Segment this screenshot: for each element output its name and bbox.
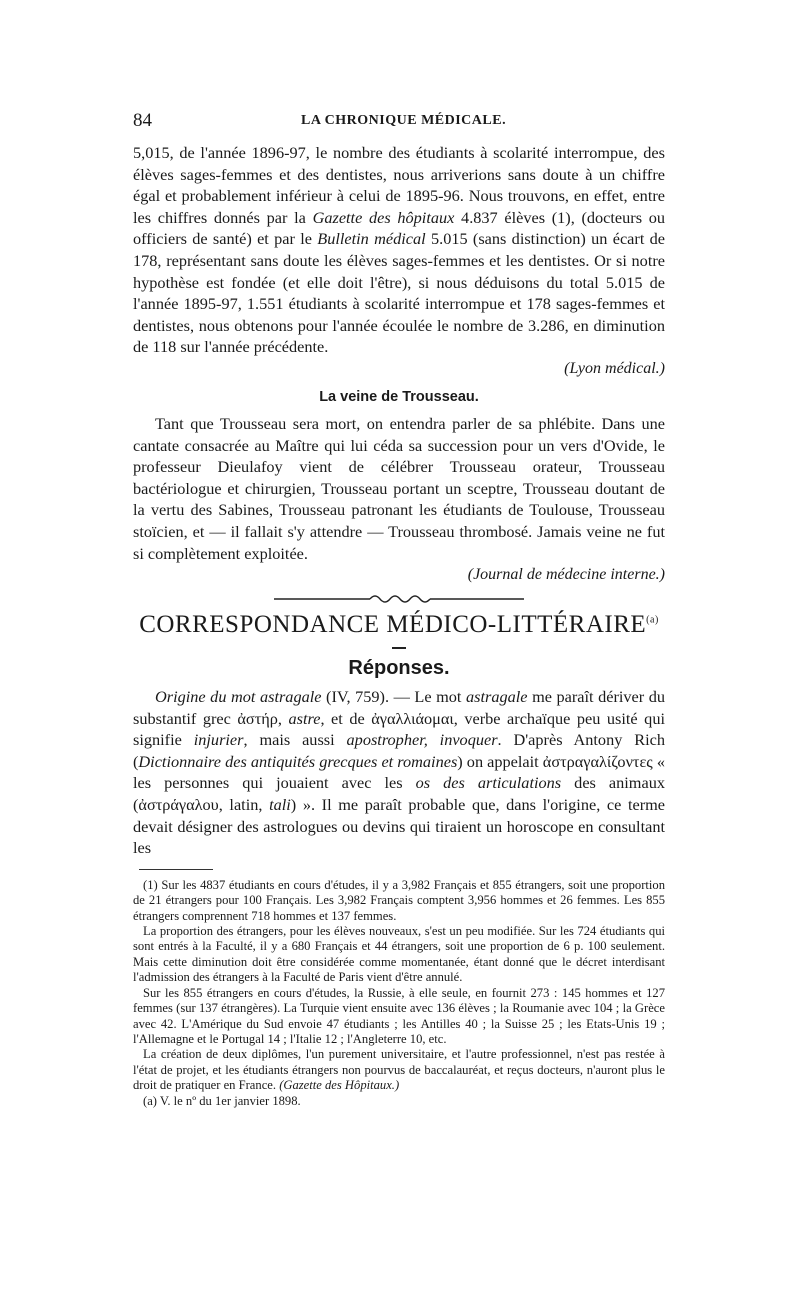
reply-paragraph: Origine du mot astragale (IV, 759). — Le mot astragale me paraît dériver du substantif grec ἀστήρ, astre, et de ἀγαλλιάομαι, verbe archaïque peu usité qui signifie injurier, mais aussi apostropher, invoquer. D'après Antony Rich (Dictionnaire des antiquités grecques et romaines) on appelait ἀστραγαλίζοντες « les personnes qui jouaient avec les os des articulations des animaux (ἀστράγαλου, latin, tali) ». Il me paraît probable que, dans l'origine, ce terme devait désigner des astrologues ou devins qui tiraient un horoscope en consultant les (133, 687, 666, 858)
article-heading: La veine de Trousseau. (319, 388, 479, 405)
running-title: LA CHRONIQUE MÉDICALE. (301, 113, 507, 128)
article-paragraph: Tant que Trousseau sera mort, on entendra parler de sa phlébite. Dans une cantate consacrée au Maître qui lui céda sa succession pour un vers d'Ovide, le professeur Dieulafoy vient de célébrer Trousseau orateur, Trousseau bactériologue et chirurgien, Trousseau portant un sceptre, Trousseau doutant de la vertu des Sabines, Trousseau patronant les étudiants de Toulouse, Trousseau stoïcien, et — il fallait s'y attendre — Trousseau thrombosé. Jamais veine ne fut si complètement exploitée. (133, 413, 665, 563)
section-title: CORRESPONDANCE MÉDICO-LITTÉRAIRE$^{(a)}$ (139, 611, 659, 639)
article-source: (Lyon médical.) (564, 359, 665, 377)
footnote: Sur les 855 étrangers en cours d'études, la Russie, à elle seule, en fournit 273 : 145 hommes et 127 femmes (sur 137 étrangères). La Turquie vient ensuite avec 136 élèves ; la Roumanie avec 104 ; la Grèce avec 42. L'Amérique du Sud envoie 47 étudiants ; les Antilles 40 ; la Suisse 25 ; les Etats-Unis 19 ; l'Allemagne et le Portugal 14 ; l'Italie 12 ; l'Angleterre 10, etc. (133, 985, 665, 1046)
page-body (133, 142, 665, 1109)
footnote: (1) Sur les 4837 étudiants en cours d'études, il y a 3,982 Français et 855 étrangers, soit une proportion de 21 étrangers pour 100 Français. Les 3,982 Français comptent 3,956 hommes et 26 femmes. Les 855 étrangers comprennent 718 hommes et 137 femmes. (133, 877, 665, 923)
title-dash (392, 647, 406, 649)
page-header (133, 110, 665, 134)
footnote: La proportion des étrangers, pour les élèves nouveaux, s'est un peu modifiée. Sur les 724 étudiants qui sont entrés à la Faculté, il y a 680 Français et 44 étrangers, soit une proportion de 6 p. 100 seulement. Mais cette diminution doit être considérée comme momentanée, étant donné que le décret interdisant l'admission des étrangers à la Faculté de Paris vient d'être annulé. (133, 924, 665, 985)
footnote-rule (139, 869, 213, 870)
section-subtitle: Réponses. (348, 657, 450, 680)
page-number: 84 (133, 110, 152, 131)
article-paragraph: 5,015, de l'année 1896-97, le nombre des étudiants à scolarité interrompue, des élèves sages-femmes et des dentistes, nous arriverions sans doute à un chiffre égal et probablement inférieur à celui de 1895-96. Nous trouvons, en effet, entre les chiffres donnés par la Gazette des hôpitaux 4.837 élèves (1), (docteurs ou officiers de santé) et par le Bulletin médical 5.015 (sans distinction) un écart de 178, représentant sans doute les élèves sages-femmes et les dentistes. Or si notre hypothèse est fondée (et elle doit l'être), si nous déduisons du total 5.015 de l'année 1895-97, 1.551 étudiants à scolarité interrompue et 178 sages-femmes et dentistes, nous obtenons pour l'année écoulée le nombre de 3.286, en diminution de 118 sur l'année précédente. (133, 143, 666, 357)
ornament-divider (274, 593, 524, 605)
footnote-a: (a) V. le nº du 1er janvier 1898. (143, 1093, 301, 1108)
article-source: (Journal de médecine interne.) (467, 566, 665, 584)
footnote: La création de deux diplômes, l'un purement universitaire, et l'autre professionnel, n'est pas restée à l'état de projet, et les étudiants étrangers non pourvus de baccalauréat, et reçus docteurs, n'auront plus le droit de pratiquer en France. (Gazette des Hôpitaux.) (133, 1047, 665, 1093)
